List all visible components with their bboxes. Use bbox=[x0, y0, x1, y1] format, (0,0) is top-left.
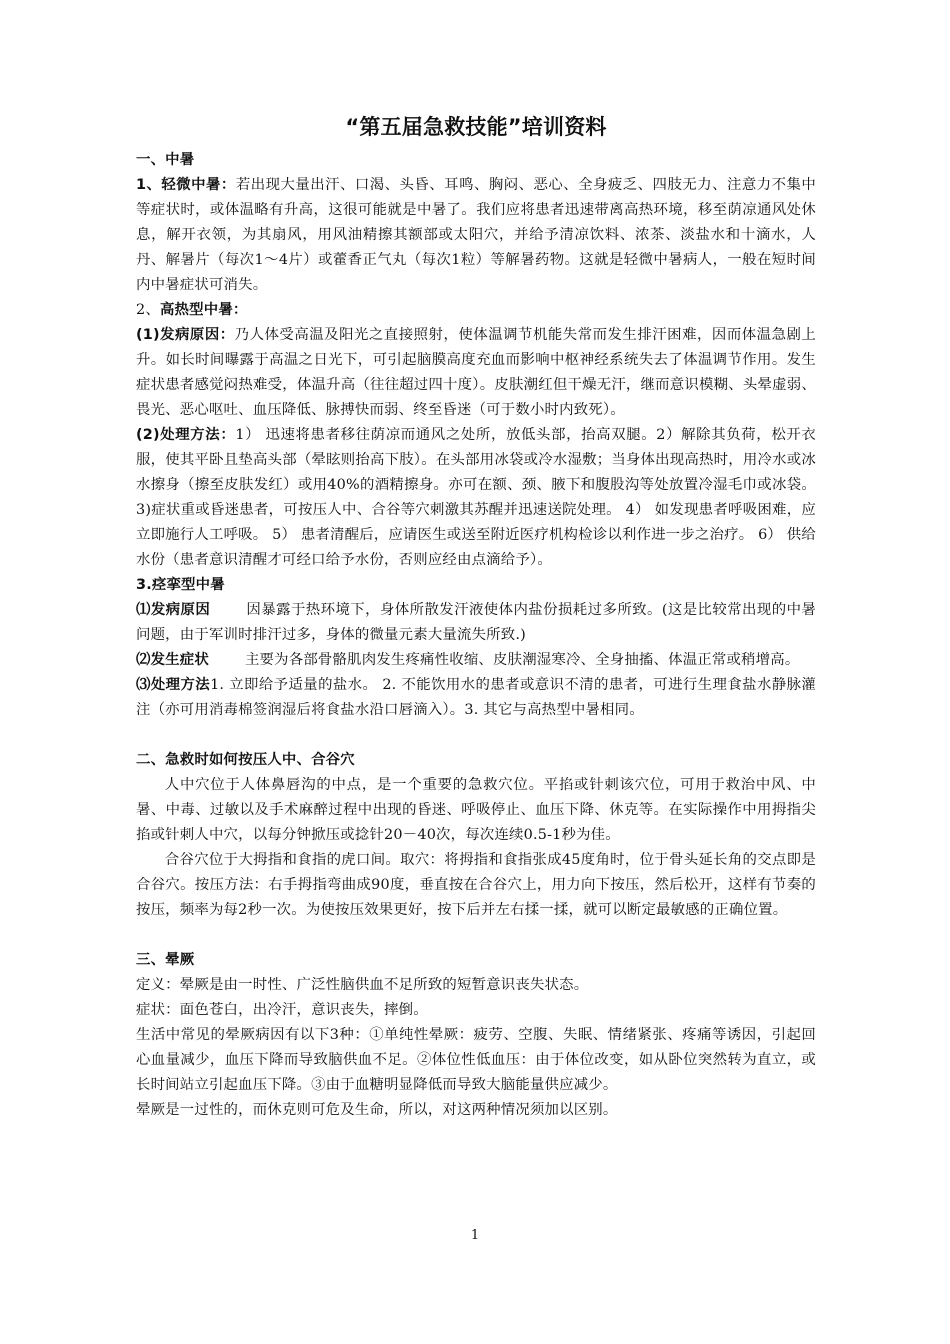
paragraph-label: (2)处理方法： bbox=[136, 427, 236, 443]
section-heading-syncope: 三、晕厥 bbox=[136, 952, 195, 968]
paragraph-cramp-cause bbox=[136, 598, 816, 648]
section-heading-heatstroke: 一、中暑 bbox=[136, 152, 195, 168]
document-title: “第五届急救技能”培训资料 bbox=[345, 115, 607, 139]
paragraph-text: 1） 迅速将患者移往荫凉而通风之处所，放低头部，抬高双腿。2）解除其负荷，松开衣服，使其平卧且垫高头部（晕眩则抬高下肢）。在头部用冰袋或冷水湿敷；当身体出现高热时，用冷水或冰水擦身（擦至皮肤发红）或用40%的酒精擦身。亦可在额、颈、腋下和腹股沟等处放置冷湿毛巾或冰袋。3)症状重或昏迷患者，可按压人中、合谷等穴刺激其苏醒并迅速送院处理。 4） 如发现患者呼吸困难，应立即施行人工呼吸。 5） 患者清醒后，应请医生或送至附近医疗机构检诊以利作进一步之治疗。 6） 供给水份（患者意识清醒才可经口给予水份，否则应经由点滴给予）。 bbox=[136, 427, 816, 568]
paragraph-hegu: 合谷穴位于大拇指和食指的虎口间。取穴：将拇指和食指张成45度角时，位于骨头延长角的交点即是合谷穴。按压方法：右手拇指弯曲成90度，垂直按在合谷穴上，用力向下按压，然后松开，这样有节奏的按压，频率为每2秒一次。为使按压效果更好，按下后并左右揉一揉，就可以断定最敏感的正确位置。 bbox=[136, 852, 816, 918]
paragraph-label: (1)发病原因： bbox=[136, 327, 235, 343]
paragraph-text: 若出现大量出汗、口渴、头昏、耳鸣、胸闷、恶心、全身疲乏、四肢无力、注意力不集中等症状时，或体温略有升高，这很可能就是中暑了。我们应将患者迅速带离高热环境，移至荫凉通风处休息，解开衣领，为其扇风，用风油精擦其额部或太阳穴，并给予清凉饮料、浓茶、淡盐水和十滴水，人丹、解暑片（每次1～4片）或藿香正气丸（每次1粒）等解暑药物。这就是轻微中暑病人，一般在短时间内中暑症状可消失。 bbox=[136, 177, 816, 293]
page-number: 1 bbox=[470, 1228, 480, 1243]
subheading-text: 高热型中暑： bbox=[159, 302, 248, 318]
paragraph-mild-heatstroke bbox=[136, 173, 816, 298]
paragraph-syncope-note: 晕厥是一过性的，而休克则可危及生命，所以，对这两种情况须加以区别。 bbox=[136, 1102, 618, 1118]
paragraph-cause bbox=[136, 323, 816, 423]
paragraph-text: 因暴露于热环境下，身体所散发汗液使体内盐份损耗过多所致。(这是比较常出现的中暑问题，由于军训时排汗过多，身体的微量元素大量流失所致.) bbox=[136, 602, 816, 643]
paragraph-label: ⑵发生症状 bbox=[136, 652, 209, 668]
paragraph-cramp-symptoms bbox=[136, 648, 816, 673]
document-page bbox=[136, 112, 816, 1123]
paragraph-label: ⑴发病原因 bbox=[136, 602, 211, 618]
paragraph-treatment bbox=[136, 423, 816, 573]
paragraph-label: 1、轻微中暑： bbox=[136, 177, 236, 193]
paragraph-label: ⑶处理方法 bbox=[136, 677, 211, 693]
subheading-high-fever bbox=[136, 298, 816, 323]
subheading-prefix: 2、 bbox=[136, 302, 160, 318]
subheading-cramp: 3.痉挛型中暑 bbox=[136, 577, 225, 593]
paragraph-syncope-definition: 定义：晕厥是由一时性、广泛性脑供血不足所致的短暂意识丧失状态。 bbox=[136, 977, 589, 993]
paragraph-text: 乃人体受高温及阳光之直接照射，使体温调节机能失常而发生排汗困难，因而体温急剧上升。如长时间曝露于高温之日光下，可引起脑膜高度充血而影响中枢神经系统失去了体温调节作用。发生症状患者感觉闷热难受，体温升高（往往超过四十度）。皮肤潮红但干燥无汗，继而意识模糊、头晕虚弱、畏光、恶心呕吐、血压降低、脉搏快而弱、终至昏迷（可于数小时内致死）。 bbox=[136, 327, 816, 418]
paragraph-text: 1. 立即给予适量的盐水。 2. 不能饮用水的患者或意识不清的患者，可进行生理食盐水静脉灌注（亦可用消毒棉签润湿后将食盐水沿口唇滴入）。3. 其它与高热型中暑相同。 bbox=[136, 677, 816, 718]
paragraph-syncope-symptoms: 症状：面色苍白，出冷汗，意识丧失，摔倒。 bbox=[136, 1002, 428, 1018]
paragraph-cramp-treatment bbox=[136, 673, 816, 723]
paragraph-syncope-causes: 生活中常见的晕厥病因有以下3种：①单纯性晕厥：疲劳、空腹、失眠、情绪紧张、疼痛等诱因，引起回心血量减少，血压下降而导致脑供血不足。②体位性低血压：由于体位改变，如从卧位突然转为直立，或长时间站立引起血压下降。③由于血糖明显降低而导致大脑能量供应减少。 bbox=[136, 1027, 816, 1093]
section-heading-acupoints: 二、急救时如何按压人中、合谷穴 bbox=[136, 752, 355, 768]
paragraph-renzhong: 人中穴位于人体鼻唇沟的中点，是一个重要的急救穴位。平掐或针刺该穴位，可用于救治中风、中暑、中毒、过敏以及手术麻醉过程中出现的昏迷、呼吸停止、血压下降、休克等。在实际操作中用拇指尖掐或针刺人中穴，以每分钟掀压或捻针20－40次，每次连续0.5-1秒为佳。 bbox=[136, 777, 816, 843]
paragraph-text: 主要为各部骨骼肌肉发生疼痛性收缩、皮肤潮湿寒冷、全身抽搐、体温正常或稍增高。 bbox=[244, 652, 800, 668]
